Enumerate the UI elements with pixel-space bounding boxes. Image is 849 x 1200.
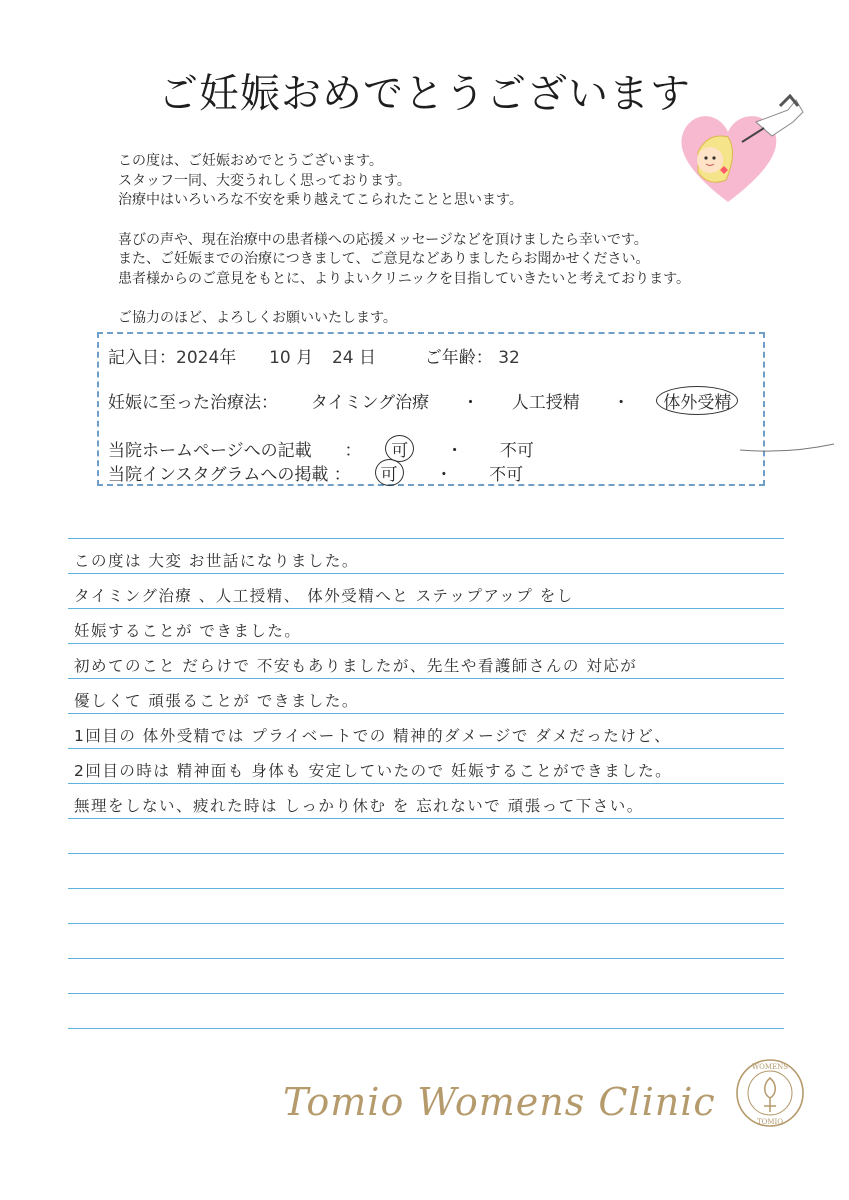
year-value: 2024 (176, 348, 220, 368)
treatment-row (108, 388, 732, 413)
day-unit: 日 (358, 348, 376, 368)
message-text: この度は 大変 お世話になりました。 (74, 552, 359, 570)
instagram-permit-no: 不可 (489, 465, 524, 485)
message-line (68, 678, 784, 713)
message-text: 無理をしない、疲れた時は しっかり休む を 忘れないで 頑張って下さい。 (74, 797, 644, 815)
message-text: タイミング治療 、人工授精、 体外受精へと ステップアップ をし (74, 587, 574, 605)
message-line (68, 923, 784, 958)
treatment-option-iui: 人工授精 (511, 393, 580, 413)
message-line (68, 993, 784, 1028)
intro-text (118, 152, 690, 329)
intro-line: スタッフ一同、大変うれしく思っております。 (118, 172, 411, 189)
intro-line: この度は、ご妊娠おめでとうございます。 (118, 153, 383, 169)
treatment-option-timing: タイミング治療 (310, 393, 430, 413)
message-line (68, 713, 784, 748)
separator: ・ (461, 393, 479, 413)
message-line (68, 958, 784, 993)
separator: ・ (446, 441, 464, 461)
intro-line: 治療中はいろいろな不安を乗り越えてこられたことと思います。 (118, 192, 523, 208)
date-age-row (108, 343, 520, 368)
month-unit: 月 (296, 348, 314, 368)
month-value: 10 (269, 348, 291, 368)
separator: ・ (435, 465, 453, 485)
date-label: 記入日： (108, 348, 176, 368)
message-line (68, 818, 784, 853)
pen-stroke-mark (738, 440, 838, 456)
message-line (68, 608, 784, 643)
colon: ： (344, 441, 362, 461)
message-line (68, 853, 784, 888)
svg-text:WOMENS: WOMENS (751, 1063, 789, 1071)
message-line (68, 783, 784, 818)
day-value: 24 (331, 348, 354, 368)
treatment-label: 妊娠に至った治療法： (108, 393, 278, 413)
year-unit: 年 (219, 348, 237, 368)
treatment-option-ivf-selected: 体外受精 (656, 386, 738, 415)
separator: ・ (612, 393, 630, 413)
page-title: ご妊娠おめでとうございます (158, 71, 691, 117)
homepage-label: 当院ホームページへの記載 (108, 441, 312, 461)
colon: ： (333, 465, 351, 485)
instagram-label: 当院インスタグラムへの掲載 (108, 465, 329, 485)
message-text: 優しくて 頑張ることが できました。 (74, 692, 359, 710)
clinic-seal-logo (735, 1058, 805, 1128)
message-text: 2回目の時は 精神面も 身体も 安定していたので 妊娠することができました。 (74, 762, 673, 780)
message-line (68, 538, 784, 573)
intro-line: また、ご妊娠までの治療につきまして、ご意見などありましたらお聞かせください。 (118, 251, 650, 267)
message-line (68, 1028, 784, 1029)
message-line (68, 888, 784, 923)
message-line (68, 748, 784, 783)
message-line (68, 643, 784, 678)
homepage-permit-no: 不可 (499, 441, 534, 461)
age-value: 32 (498, 348, 520, 368)
message-line (68, 573, 784, 608)
message-text: 妊娠することが できました。 (74, 622, 302, 640)
clinic-logo-text: Tomio Womens Clinic (283, 1080, 716, 1124)
age-label: ご年齢： (424, 348, 493, 368)
instagram-permit-yes-selected: 可 (375, 459, 404, 486)
homepage-permit-yes-selected: 可 (385, 435, 414, 462)
message-area (68, 538, 784, 1029)
intro-line: 喜びの声や、現在治療中の患者様への応援メッセージなどを頂けましたら幸いです。 (118, 231, 648, 248)
instagram-permission-row (108, 459, 523, 486)
message-text: 初めてのこと だらけで 不安もありましたが、先生や看護師さんの 対応が (74, 657, 638, 675)
svg-text:TOMIO: TOMIO (756, 1118, 784, 1126)
homepage-permission-row (108, 435, 534, 462)
intro-line: 患者様からのご意見をもとに、よりよいクリニックを目指していきたいと考えております。 (118, 270, 691, 287)
intro-line: ご協力のほど、よろしくお願いいたします。 (118, 310, 397, 326)
message-text: 1回目の 体外受精では プライベートでの 精神的ダメージで ダメだったけど、 (74, 727, 672, 745)
